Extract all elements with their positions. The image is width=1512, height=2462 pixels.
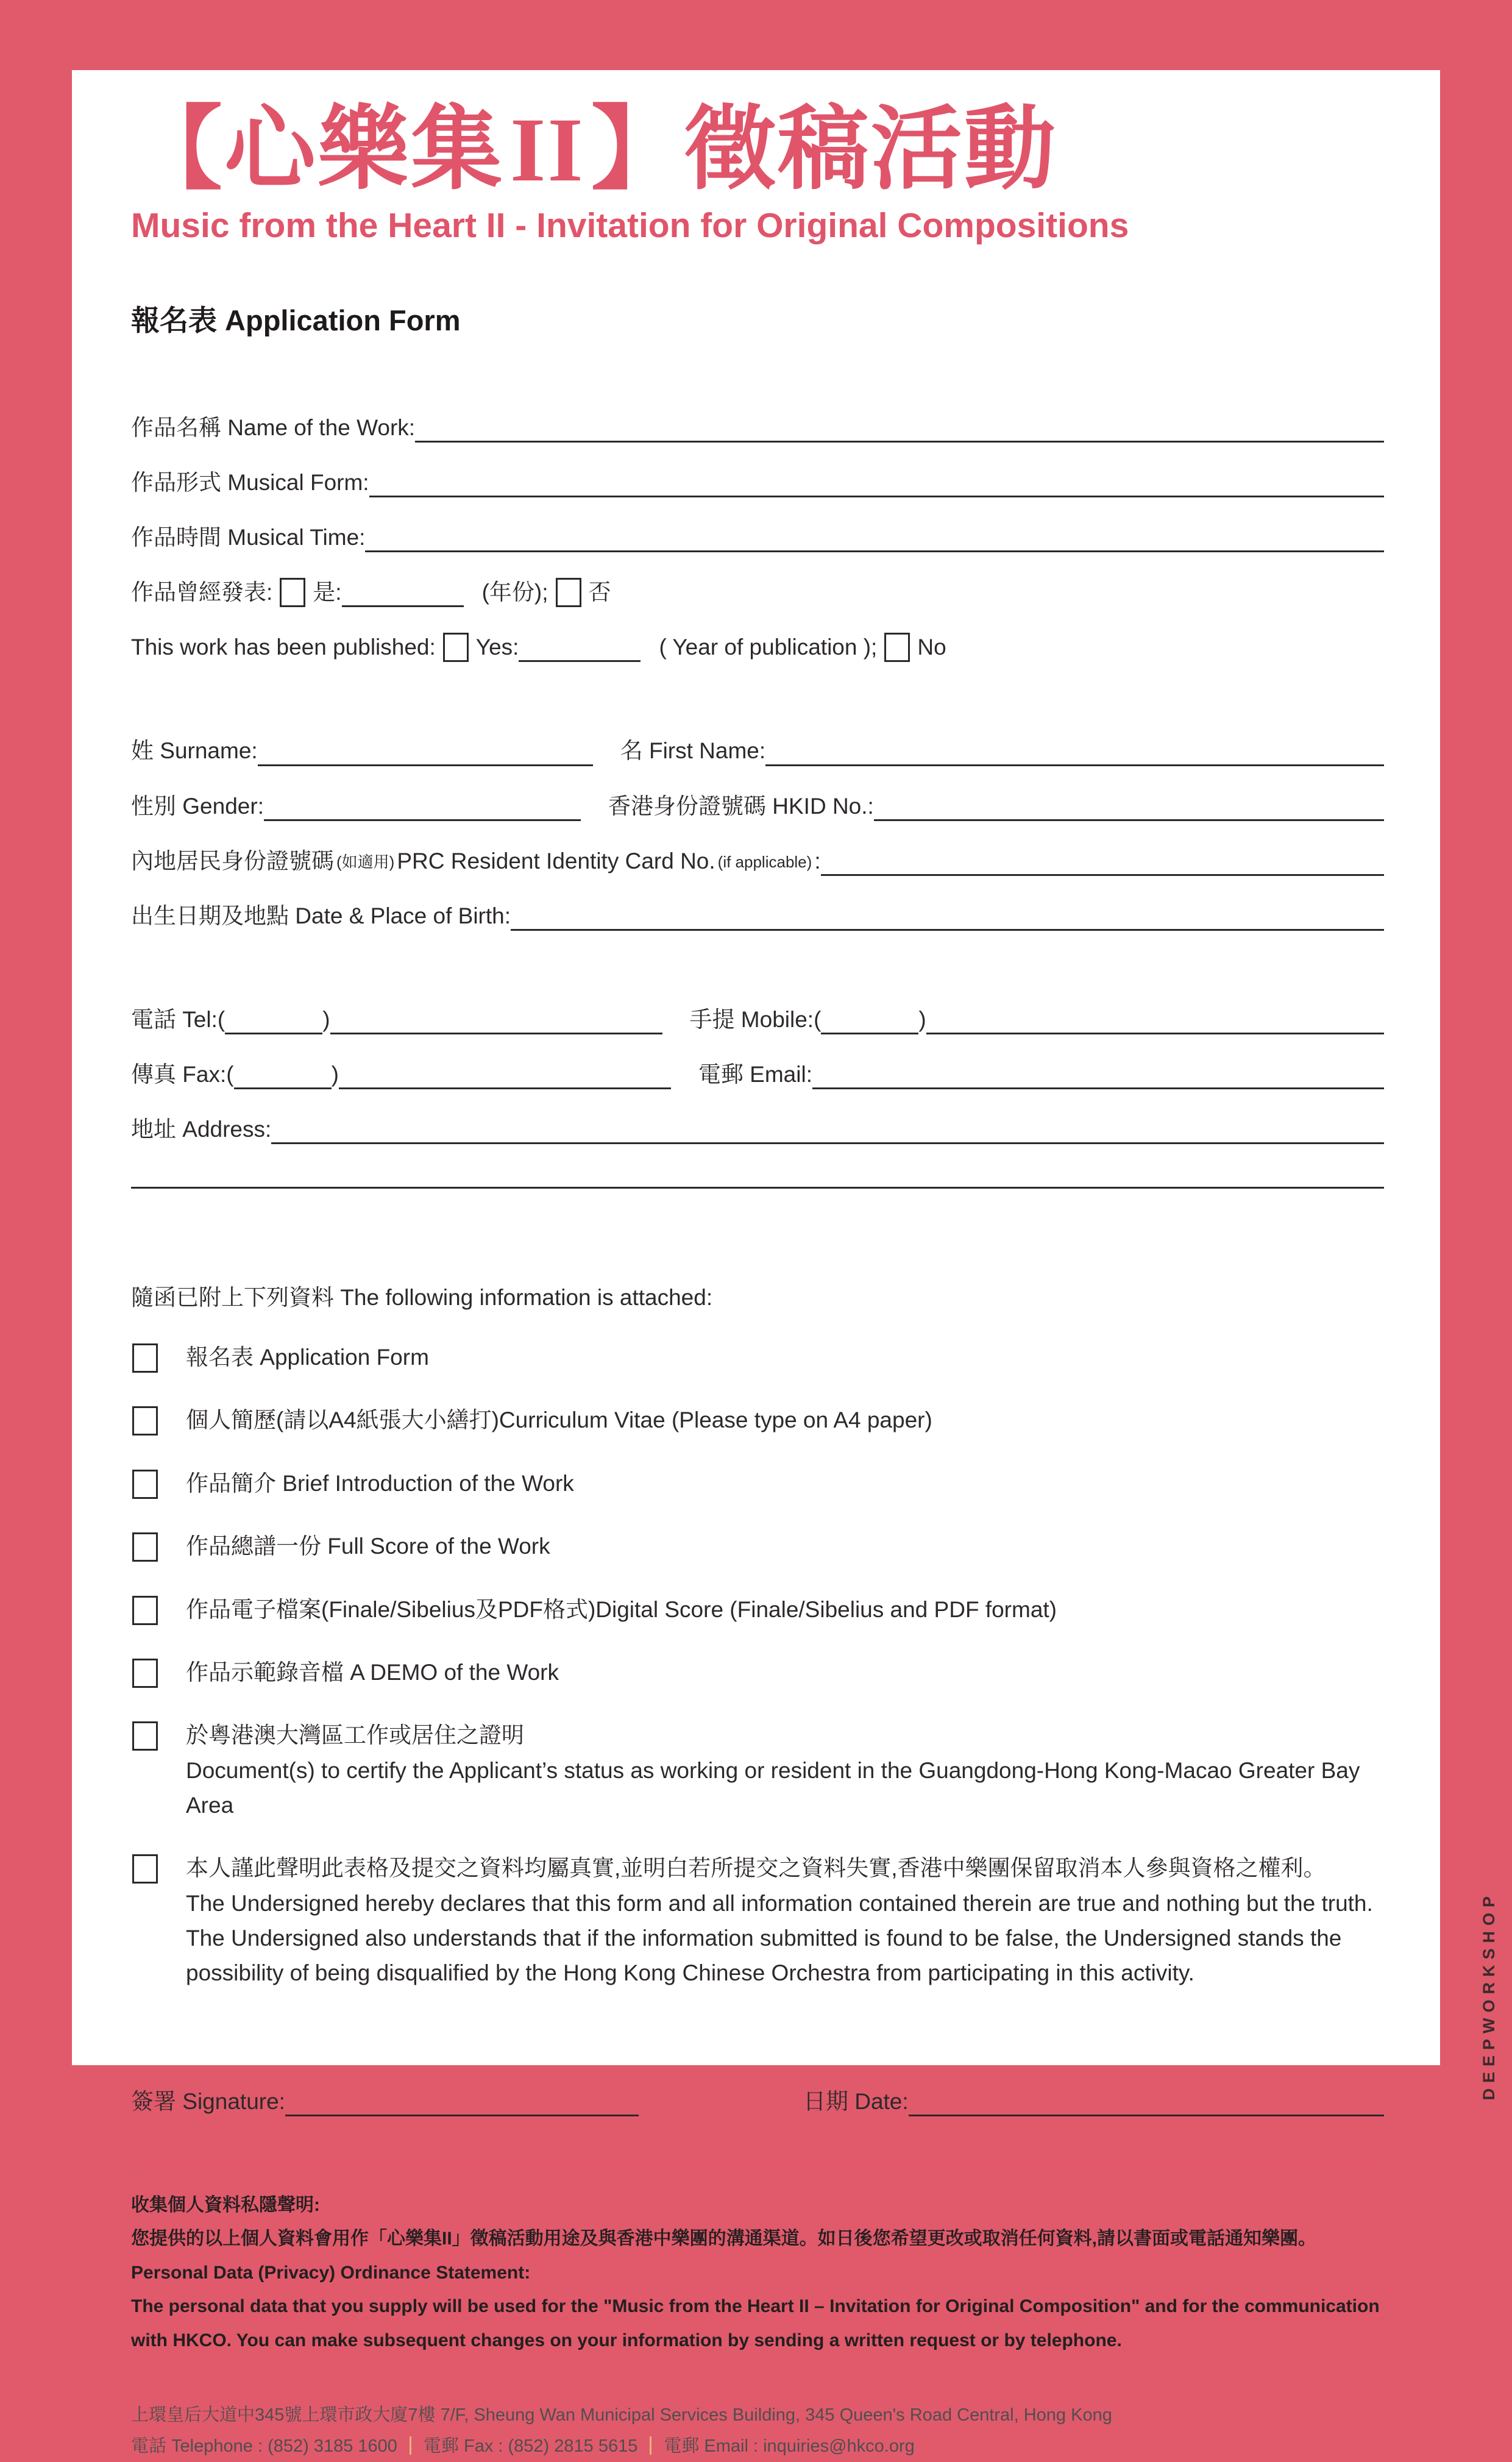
surname-line[interactable] <box>258 758 593 766</box>
footer-contact-block <box>131 2400 1384 2462</box>
published-cjk-label: 作品曾經發表: <box>131 580 273 605</box>
footer-fax: 電郵 Fax : (852) 2815 5615 <box>423 2436 638 2456</box>
tel-area-line[interactable] <box>225 1026 322 1034</box>
attachment-0-label: 報名表 Application Form <box>186 1345 429 1370</box>
prc-id-note-en: (if applicable) <box>717 852 812 871</box>
attachment-4-label: 作品電子檔案(Finale/Sibelius及PDF格式)Digital Score (Finale/Sibelius and PDF format) <box>186 1596 1057 1622</box>
published-no-en-label: No <box>917 635 946 660</box>
birth-label: 出生日期及地點 Date & Place of Birth: <box>131 903 511 928</box>
prc-id-note-cjk: (如適用) <box>336 852 395 871</box>
musical-form-line[interactable] <box>369 489 1384 497</box>
fax-close-paren: ) <box>331 1061 339 1087</box>
attachment-2-checkbox[interactable] <box>132 1470 158 1499</box>
published-year-en-note: ( Year of publication ); <box>659 635 878 660</box>
attachment-5-label: 作品示範錄音檔 A DEMO of the Work <box>186 1659 559 1685</box>
published-year-cjk-line[interactable] <box>342 599 464 607</box>
page-subtitle: Music from the Heart II - Invitation for Original Compositions <box>131 206 1129 245</box>
page-title <box>131 99 1384 199</box>
row-name-of-work <box>131 413 1384 443</box>
attachment-6-label-en: Document(s) to certify the Applicant’s status as working or resident in the Guangdong-Hong Kong-Macao Greater Bay Area <box>186 1757 1360 1818</box>
watermark-deepworkshop: DEEPWORKSHOP <box>1480 1891 1498 2101</box>
tel-label: 電話 Tel:( <box>131 1006 225 1032</box>
attachment-3-checkbox[interactable] <box>132 1532 158 1562</box>
mobile-close-paren: ) <box>918 1006 926 1032</box>
attachment-item-full-score <box>131 1529 1384 1564</box>
published-yes-en-label: Yes: <box>475 635 519 660</box>
attachment-6-text <box>186 1718 1384 1823</box>
title-cjk-pre: 【心樂集 <box>131 98 505 200</box>
attachment-item-brief-introduction <box>131 1466 1384 1501</box>
attachment-item-application-form <box>131 1340 1384 1375</box>
attachment-item-cv <box>131 1403 1384 1437</box>
declaration-text <box>186 1851 1384 1990</box>
address-label: 地址 Address: <box>131 1117 272 1142</box>
mobile-number-line[interactable] <box>926 1026 1384 1034</box>
musical-form-label: 作品形式 Musical Form: <box>131 470 369 496</box>
section-heading-application-form: 報名表 Application Form <box>131 304 461 336</box>
row-musical-time <box>131 523 1384 552</box>
title-cjk-post: 】徵稿活動 <box>591 98 1057 200</box>
published-no-en-checkbox[interactable] <box>884 633 910 662</box>
prc-id-label-en: PRC Resident Identity Card No. <box>397 848 715 873</box>
row-published-en <box>131 633 1384 662</box>
surname-label: 姓 Surname: <box>131 738 258 764</box>
tel-number-line[interactable] <box>330 1026 662 1034</box>
footer-separator <box>650 2436 651 2455</box>
privacy-heading-cjk: 收集個人資料私隱聲明: <box>131 2194 320 2215</box>
tel-close-paren: ) <box>322 1006 330 1032</box>
signature-label: 簽署 Signature: <box>131 2088 285 2114</box>
email-line[interactable] <box>812 1081 1384 1089</box>
footer-telephone: 電話 Telephone : (852) 3185 1600 <box>131 2436 397 2456</box>
mobile-area-line[interactable] <box>821 1026 918 1034</box>
privacy-statement <box>131 2188 1384 2358</box>
declaration-en: The Undersigned hereby declares that this form and all information contained therein are true and nothing but the truth. The Undersigned also understands that if the information submitted is found to be false, the Undersigned stands the possibility of being disqualified by the Hong Kong Chinese Orchestra from participating in this activity. <box>186 1890 1373 1986</box>
declaration-item <box>131 1851 1384 1990</box>
name-of-work-line[interactable] <box>415 435 1384 443</box>
row-address-2 <box>131 1181 1384 1189</box>
prc-id-colon: : <box>814 848 821 873</box>
attachment-6-label: 於粵港澳大灣區工作或居住之證明 <box>186 1723 524 1748</box>
first-name-label: 名 First Name: <box>620 738 766 764</box>
fax-area-line[interactable] <box>234 1081 332 1089</box>
birth-line[interactable] <box>511 923 1384 931</box>
musical-time-line[interactable] <box>365 544 1384 552</box>
attachment-item-digital-score <box>131 1592 1384 1627</box>
pink-divider-line <box>131 2159 1384 2161</box>
attachment-1-checkbox[interactable] <box>132 1406 158 1436</box>
attachment-4-checkbox[interactable] <box>132 1596 158 1625</box>
published-en-label: This work has been published: <box>131 635 436 660</box>
email-label: 電郵 Email: <box>698 1061 812 1087</box>
first-name-line[interactable] <box>765 758 1384 766</box>
privacy-heading-en: Personal Data (Privacy) Ordinance Statement: <box>131 2262 531 2283</box>
prc-id-label-cjk: 內地居民身份證號碼 <box>131 848 334 873</box>
attachment-item-gba-proof <box>131 1718 1384 1823</box>
privacy-body-cjk: 您提供的以上個人資料會用作「心樂集II」徵稿活動用途及與香港中樂團的溝通渠道。如日後您希望更改或取消任何資料,請以書面或電話通知樂團。 <box>131 2229 1317 2249</box>
attachment-3-label: 作品總譜一份 Full Score of the Work <box>186 1534 550 1559</box>
signature-line[interactable] <box>285 2108 639 2116</box>
published-yes-en-checkbox[interactable] <box>443 633 469 662</box>
row-signature-date <box>131 2087 1384 2116</box>
row-tel-mobile <box>131 1005 1384 1034</box>
attachment-item-demo <box>131 1655 1384 1690</box>
title-roman-numeral: II <box>510 99 585 201</box>
privacy-body-en: The personal data that you supply will be used for the "Music from the Heart II – Invitation for Original Composition" and for the communication with HKCO. You can make subsequent changes on your information by sending a written request or by telephone. <box>131 2296 1380 2350</box>
published-year-cjk-note: (年份); <box>481 580 548 605</box>
fax-label: 傳真 Fax:( <box>131 1061 234 1087</box>
row-musical-form <box>131 468 1384 497</box>
published-year-en-line[interactable] <box>519 654 641 662</box>
date-line[interactable] <box>909 2108 1384 2116</box>
name-of-work-label: 作品名稱 Name of the Work: <box>131 415 416 440</box>
application-form-page <box>72 70 1440 2456</box>
footer-contact-line <box>131 2431 1384 2462</box>
row-name <box>131 736 1384 766</box>
attachment-5-checkbox[interactable] <box>132 1659 158 1688</box>
musical-time-label: 作品時間 Musical Time: <box>131 525 366 550</box>
published-yes-cjk-label: 是: <box>313 580 342 605</box>
declaration-checkbox[interactable] <box>132 1854 158 1884</box>
row-fax-email <box>131 1060 1384 1089</box>
attachment-1-label: 個人簡歷(請以A4紙張大小繕打)Curriculum Vitae (Please type on A4 paper) <box>186 1407 932 1433</box>
declaration-cjk: 本人謹此聲明此表格及提交之資料均屬真實,並明白若所提交之資料失實,香港中樂團保留取消本人參與資格之權利。 <box>186 1855 1326 1881</box>
row-prc-id <box>131 847 1384 876</box>
gender-line[interactable] <box>264 813 581 821</box>
address-line-1[interactable] <box>271 1136 1384 1144</box>
footer-email: 電郵 Email : inquiries@hkco.org <box>664 2436 915 2456</box>
hkid-line[interactable] <box>874 813 1384 821</box>
fax-number-line[interactable] <box>339 1081 671 1089</box>
published-no-cjk-label: 否 <box>588 580 611 605</box>
prc-id-line[interactable] <box>821 868 1384 876</box>
footer-address: 上環皇后大道中345號上環市政大廈7樓 7/F, Sheung Wan Municipal Services Building, 345 Queen's Road Central, Hong Kong <box>131 2405 1112 2425</box>
attachments-heading: 隨函已附上下列資料 The following information is attached: <box>131 1285 713 1311</box>
hkid-label: 香港身份證號碼 HKID No.: <box>608 793 874 819</box>
footer-separator <box>410 2436 411 2455</box>
mobile-label: 手提 Mobile:( <box>689 1006 822 1032</box>
address-line-2[interactable] <box>131 1181 1384 1189</box>
gender-label: 性別 Gender: <box>131 793 264 819</box>
row-address <box>131 1115 1384 1144</box>
date-label: 日期 Date: <box>803 2088 909 2114</box>
attachment-6-checkbox[interactable] <box>132 1721 158 1751</box>
published-yes-cjk-checkbox[interactable] <box>280 578 305 607</box>
row-birth <box>131 902 1384 931</box>
published-no-cjk-checkbox[interactable] <box>556 578 581 607</box>
attachment-0-checkbox[interactable] <box>132 1343 158 1373</box>
row-gender-hkid <box>131 792 1384 821</box>
row-published-cjk <box>131 578 1384 607</box>
attachment-2-label: 作品簡介 Brief Introduction of the Work <box>186 1470 574 1496</box>
